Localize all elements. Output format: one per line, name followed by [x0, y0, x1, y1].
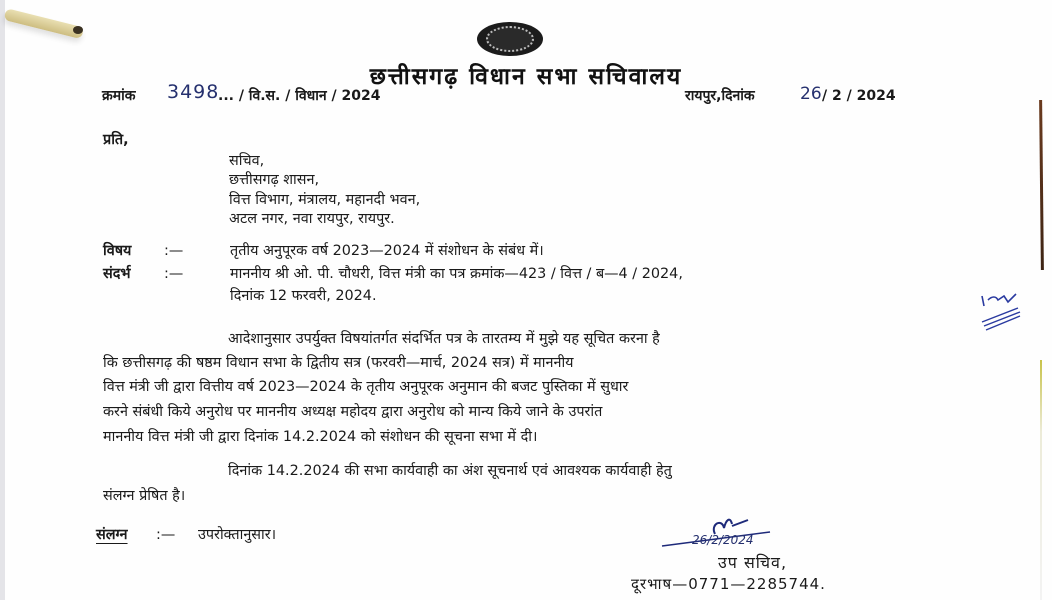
margin-note-icon: [978, 292, 1024, 332]
reference-line-1: माननीय श्री ओ. पी. चौधरी, वित्त मंत्री का पत्र क्रमांक—423 / वित्त / ब—4 / 2024,: [230, 266, 683, 282]
reference-line-2: दिनांक 12 फरवरी, 2024.: [230, 288, 377, 304]
to-label: प्रति,: [103, 132, 129, 148]
enclosure-separator: :—: [156, 527, 176, 543]
enclosure-text: उपरोक्तानुसार।: [198, 527, 277, 543]
page-fold-edge: [1039, 100, 1044, 270]
letterhead-title: छत्तीसगढ़ विधान सभा सचिवालय: [369, 64, 683, 90]
subject-label: विषय: [103, 243, 132, 259]
body-p2-line-1: दिनांक 14.2.2024 की सभा कार्यवाही का अंश सूचनार्थ एवं आवश्यक कार्यवाही हेतु: [228, 463, 672, 479]
body-line-1: आदेशानुसार उपर्युक्त विषयांतर्गत संदर्भित पत्र के तारतम्य में मुझे यह सूचित करना है: [228, 331, 660, 347]
assembly-emblem-icon: [477, 22, 543, 56]
enclosure-label: संलग्न: [96, 527, 128, 543]
reference-suffix: ... / वि.स. / विधान / 2024: [218, 88, 381, 104]
page-fold-edge-lower: [1040, 360, 1042, 600]
date-prefix: रायपुर,दिनांक: [685, 88, 755, 104]
address-line-4: अटल नगर, नवा रायपुर, रायपुर.: [229, 211, 395, 227]
signature-date: 26/2/2024: [692, 533, 754, 547]
signature-designation: उप सचिव,: [718, 553, 788, 572]
signature-phone: दूरभाष—0771—2285744.: [631, 575, 826, 593]
body-line-4: करने संबंधी किये अनुरोध पर माननीय अध्यक्ष महोदय द्वारा अनुरोध को मान्य किये जाने के उपरांत: [103, 404, 603, 420]
reference-line-separator: :—: [164, 266, 184, 282]
address-line-3: वित्त विभाग, मंत्रालय, महानदी भवन,: [229, 192, 421, 208]
reference-line-label: संदर्भ: [103, 266, 131, 282]
body-p2-line-2: संलग्न प्रेषित है।: [103, 488, 186, 504]
binding-thread: [4, 8, 85, 39]
reference-label: क्रमांक: [102, 88, 136, 104]
subject-text: तृतीय अनुपूरक वर्ष 2023—2024 में संशोधन के संबंध में।: [230, 243, 544, 259]
address-line-1: सचिव,: [229, 153, 265, 169]
body-line-5: माननीय वित्त मंत्री जी द्वारा दिनांक 14.2.2024 को संशोधन की सूचना सभा में दी।: [103, 429, 538, 445]
address-line-2: छत्तीसगढ़ शासन,: [229, 172, 320, 188]
body-line-3: वित्त मंत्री जी द्वारा वित्तीय वर्ष 2023—2024 के तृतीय अनुपूरक अनुमान की बजट पुस्तिका में सुधार: [103, 379, 629, 395]
reference-number: 3498: [167, 81, 220, 103]
date-rest: / 2 / 2024: [822, 88, 896, 104]
subject-separator: :—: [164, 243, 184, 259]
emblem-inner-ring: [486, 26, 534, 52]
binding-thread-tip: [73, 26, 83, 34]
body-line-2: कि छत्तीसगढ़ की षष्ठम विधान सभा के द्वितीय सत्र (फरवरी—मार्च, 2024 सत्र) में माननीय: [103, 355, 574, 371]
date-day: 26: [800, 84, 822, 104]
